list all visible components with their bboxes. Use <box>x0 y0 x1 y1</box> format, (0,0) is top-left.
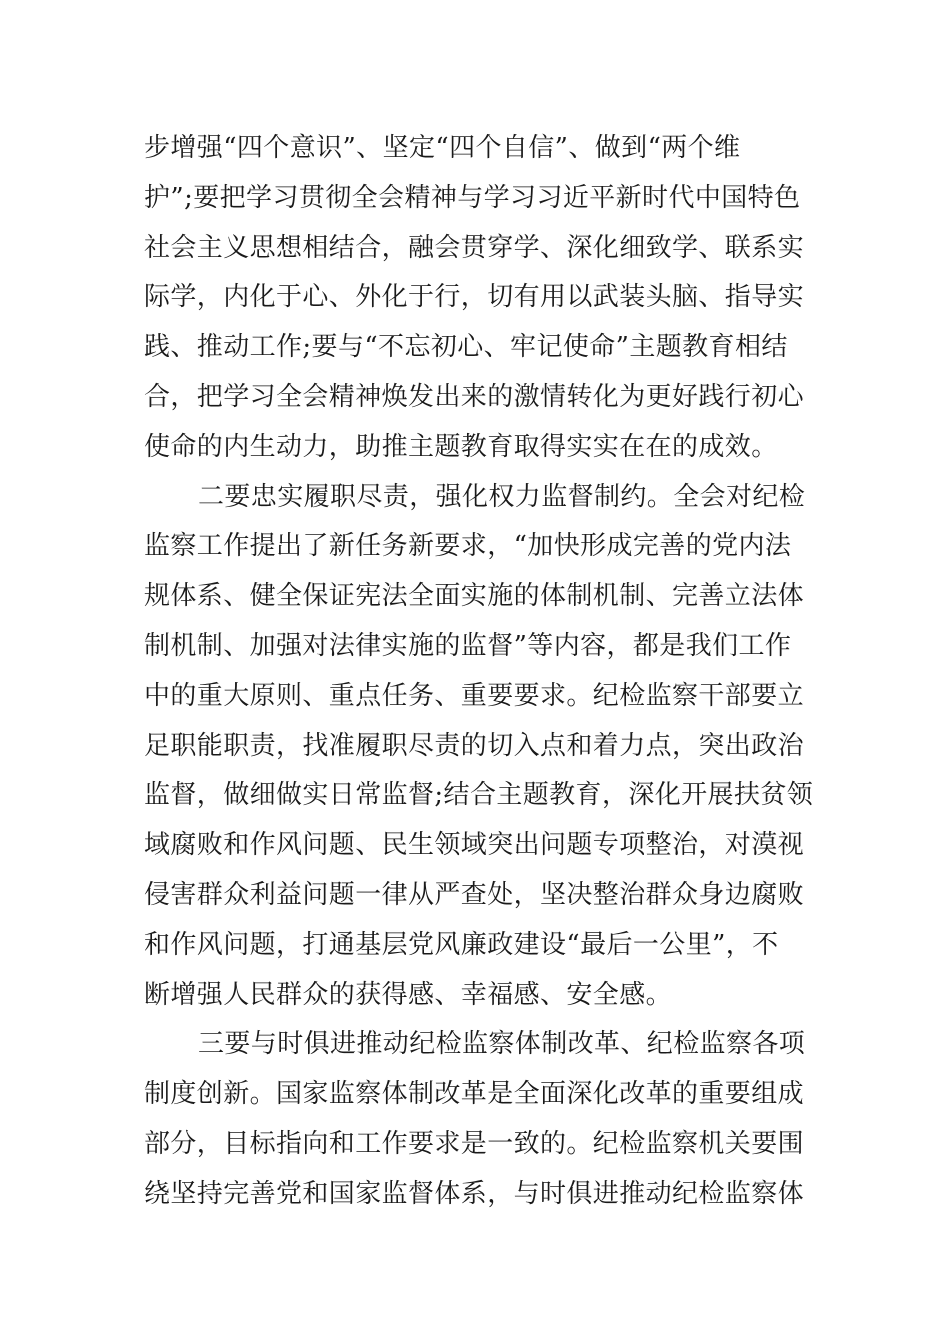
text-line: 监察工作提出了新任务新要求，“加快形成完善的党内法 <box>144 531 792 562</box>
text-line: 护”;要把学习贯彻全会精神与学习习近平新时代中国特色 <box>144 182 801 213</box>
paragraph-start-line: 三要与时俱进推动纪检监察体制改革、纪检监察各项 <box>198 1029 806 1060</box>
text-line: 社会主义思想相结合，融会贯穿学、深化细致学、联系实 <box>144 232 805 263</box>
text-line: 域腐败和作风问题、民生领域突出问题专项整治，对漠视 <box>144 830 805 861</box>
text-line: 中的重大原则、重点任务、重要要求。纪检监察干部要立 <box>144 680 805 711</box>
text-line: 际学，内化于心、外化于行，切有用以武装头脑、指导实 <box>144 282 805 313</box>
text-line: 监督，做细做实日常监督;结合主题教育，深化开展扶贫领 <box>144 780 814 811</box>
text-line: 绕坚持完善党和国家监督体系，与时俱进推动纪检监察体 <box>144 1178 805 1209</box>
paragraph-start-line: 二要忠实履职尽责，强化权力监督制约。全会对纪检 <box>198 481 806 512</box>
text-line: 践、推动工作;要与“不忘初心、牢记使命”主题教育相结 <box>144 332 788 363</box>
body-text <box>144 124 814 1220</box>
text-line: 和作风问题，打通基层党风廉政建设“最后一公里”，不 <box>144 929 779 960</box>
text-line: 制度创新。国家监察体制改革是全面深化改革的重要组成 <box>144 1079 805 1110</box>
text-line: 步增强“四个意识”、坚定“四个自信”、做到“两个维 <box>144 133 741 163</box>
text-line: 使命的内生动力，助推主题教育取得实实在在的成效。 <box>144 431 778 462</box>
text-line: 合，把学习全会精神焕发出来的激情转化为更好践行初心 <box>144 381 805 412</box>
text-line: 侵害群众利益问题一律从严查处，坚决整治群众身边腐败 <box>144 879 805 910</box>
text-line: 足职能职责，找准履职尽责的切入点和着力点，突出政治 <box>144 730 805 761</box>
text-line: 部分，目标指向和工作要求是一致的。纪检监察机关要围 <box>144 1128 805 1159</box>
text-line: 规体系、健全保证宪法全面实施的体制机制、完善立法体 <box>144 581 805 612</box>
text-line: 制机制、加强对法律实施的监督”等内容，都是我们工作 <box>144 630 792 661</box>
text-line: 断增强人民群众的获得感、幸福感、安全感。 <box>144 979 673 1010</box>
